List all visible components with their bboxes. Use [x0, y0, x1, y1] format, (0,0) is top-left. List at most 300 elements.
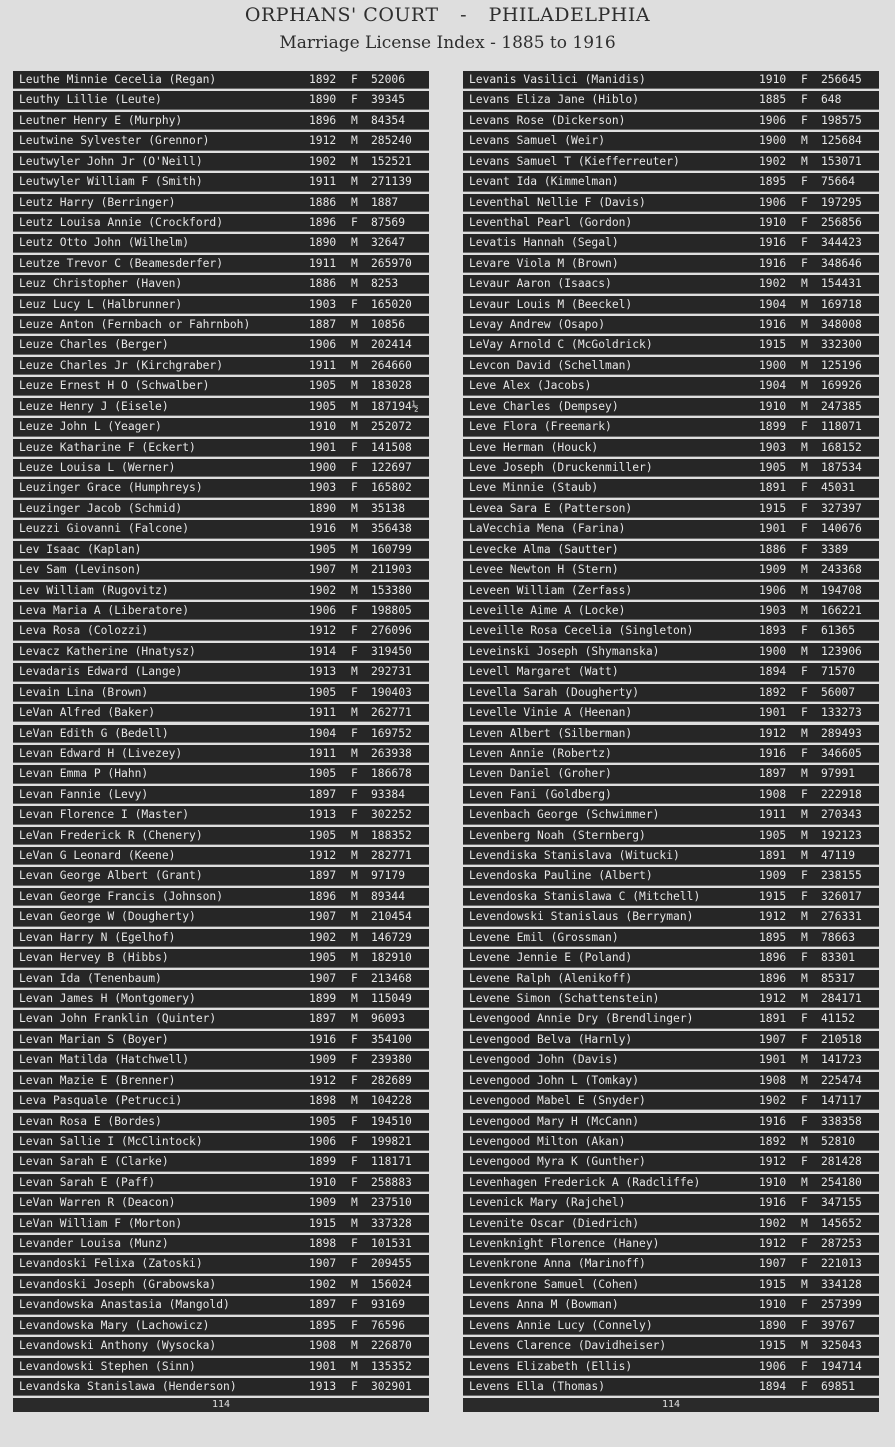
entry-license-number: 165802 — [371, 481, 412, 495]
index-entry — [13, 745, 429, 763]
index-entry — [463, 1235, 879, 1253]
index-entry — [13, 1031, 429, 1049]
entry-license-number: 238155 — [821, 869, 862, 883]
entry-year: 1892 — [309, 73, 337, 86]
entry-year: 1886 — [309, 277, 337, 291]
entry-sex: M — [801, 563, 808, 577]
entry-year: 1886 — [309, 195, 337, 209]
index-entry — [13, 336, 429, 354]
index-entry — [13, 867, 429, 885]
entry-year: 1907 — [309, 1257, 337, 1271]
entry-license-number: 276331 — [821, 910, 862, 924]
entry-year: 1907 — [309, 971, 337, 985]
entry-name: Leventhal Pearl (Gordon) — [469, 215, 633, 229]
entry-license-number: 87569 — [371, 215, 406, 229]
entry-name: Lev William (Rugovitz) — [19, 583, 169, 597]
entry-name: Leuze Henry J (Eisele) — [19, 399, 169, 413]
entry-license-number: 270343 — [821, 808, 862, 822]
entry-license-number: 52810 — [821, 1134, 856, 1148]
entry-year: 1896 — [309, 113, 337, 127]
entry-name: Levander Louisa (Munz) — [19, 1237, 169, 1251]
entry-sex: F — [801, 1032, 808, 1046]
entry-sex: F — [351, 1134, 358, 1148]
entry-license-number: 344423 — [821, 236, 862, 250]
entry-sex: F — [351, 1114, 358, 1128]
entry-sex: F — [351, 1298, 358, 1312]
entry-sex: M — [351, 849, 358, 863]
index-entry — [463, 745, 879, 763]
entry-license-number: 153071 — [821, 154, 862, 168]
entry-sex: F — [351, 1053, 358, 1067]
entry-name: Leuze Louisa L (Werner) — [19, 461, 176, 475]
index-entry — [13, 786, 429, 804]
entry-sex: M — [801, 338, 808, 352]
entry-name: Leutze Trevor C (Beamesderfer) — [19, 256, 224, 270]
entry-name: Levadaris Edward (Lange) — [19, 665, 183, 679]
entry-license-number: 356438 — [371, 522, 412, 536]
index-entry — [463, 582, 879, 600]
entry-year: 1901 — [309, 440, 337, 454]
index-entry — [13, 479, 429, 497]
page-subtitle: Marriage License Index - 1885 to 1916 — [279, 33, 616, 53]
entry-sex: F — [801, 1155, 808, 1169]
entry-sex: F — [351, 73, 358, 86]
index-entry — [463, 418, 879, 436]
entry-license-number: 348008 — [821, 318, 862, 332]
entry-sex: M — [801, 1053, 808, 1067]
entry-sex: F — [351, 971, 358, 985]
entry-year: 1890 — [309, 236, 337, 250]
entry-name: Levendowski Stanislaus (Berryman) — [469, 910, 694, 924]
entry-year: 1911 — [759, 808, 787, 822]
entry-license-number: 302901 — [371, 1380, 412, 1393]
index-entry — [13, 459, 429, 477]
index-entry — [13, 153, 429, 171]
index-entry — [13, 541, 429, 559]
entry-year: 1905 — [759, 828, 787, 842]
index-entry — [463, 725, 879, 743]
entry-license-number: 61365 — [821, 624, 856, 638]
index-entry — [463, 1092, 879, 1110]
entry-year: 1911 — [309, 175, 337, 189]
entry-license-number: 237510 — [371, 1196, 412, 1210]
entry-sex: F — [351, 808, 358, 822]
entry-license-number: 199821 — [371, 1134, 412, 1148]
entry-year: 1897 — [309, 869, 337, 883]
entry-year: 1896 — [309, 215, 337, 229]
entry-name: Levan Sallie I (McClintock) — [19, 1134, 203, 1148]
entry-name: Leuze Charles Jr (Kirchgraber) — [19, 358, 224, 372]
entry-year: 1916 — [309, 1032, 337, 1046]
entry-year: 1915 — [759, 338, 787, 352]
entry-name: Levens Clarence (Davidheiser) — [469, 1339, 667, 1353]
entry-sex: M — [801, 603, 808, 617]
index-entry — [13, 214, 429, 232]
index-entry — [463, 1133, 879, 1151]
entry-name: Leuze John L (Yeager) — [19, 420, 162, 434]
entry-license-number: 71570 — [821, 665, 856, 679]
index-entry — [13, 1174, 429, 1192]
entry-name: Levan James H (Montgomery) — [19, 991, 196, 1005]
entry-sex: M — [801, 399, 808, 413]
entry-year: 1915 — [759, 1277, 787, 1291]
entry-sex: F — [801, 420, 808, 434]
entry-sex: F — [801, 1318, 808, 1332]
index-entry — [13, 398, 429, 416]
entry-sex: F — [801, 236, 808, 250]
entry-sex: M — [801, 277, 808, 291]
entry-name: Levenknight Florence (Haney) — [469, 1237, 660, 1251]
entry-year: 1886 — [759, 542, 787, 556]
index-entry — [463, 439, 879, 457]
index-entry — [463, 1194, 879, 1212]
entry-sex: M — [801, 583, 808, 597]
entry-year: 1895 — [759, 930, 787, 944]
entry-license-number: 202414 — [371, 338, 412, 352]
entry-license-number: 194714 — [821, 1359, 862, 1373]
entry-sex: F — [351, 481, 358, 495]
entry-year: 1898 — [309, 1094, 337, 1108]
entry-name: Leva Pasquale (Petrucci) — [19, 1094, 183, 1108]
entry-sex: F — [801, 706, 808, 720]
entry-name: Levell Margaret (Watt) — [469, 665, 619, 679]
entry-sex: M — [801, 1277, 808, 1291]
entry-year: 1911 — [309, 256, 337, 270]
entry-sex: M — [351, 522, 358, 536]
index-entry — [13, 112, 429, 130]
entry-name: Levengood Annie Dry (Brendlinger) — [469, 1012, 694, 1026]
entry-name: Levaur Louis M (Beeckel) — [469, 297, 633, 311]
entry-year: 1904 — [759, 297, 787, 311]
entry-sex: F — [801, 215, 808, 229]
entry-name: Leuze Ernest H O (Schwalber) — [19, 379, 210, 393]
index-entry — [13, 1072, 429, 1090]
entry-name: Leven Daniel (Groher) — [469, 767, 612, 781]
entry-name: Levandska Stanislawa (Henderson) — [19, 1380, 237, 1393]
entry-name: Leventhal Nellie F (Davis) — [469, 195, 646, 209]
entry-sex: F — [801, 1094, 808, 1108]
index-entry — [463, 827, 879, 845]
entry-name: LaVecchia Mena (Farina) — [469, 522, 626, 536]
index-entry — [463, 684, 879, 702]
entry-license-number: 118071 — [821, 420, 862, 434]
entry-sex: M — [351, 175, 358, 189]
entry-sex: F — [351, 767, 358, 781]
entry-name: Levare Viola M (Brown) — [469, 256, 619, 270]
entry-sex: M — [351, 1012, 358, 1026]
entry-license-number: 256645 — [821, 73, 862, 86]
entry-sex: M — [801, 1216, 808, 1230]
entry-year: 1891 — [759, 849, 787, 863]
entry-name: Levan Mazie E (Brenner) — [19, 1073, 176, 1087]
index-entry — [13, 1113, 429, 1131]
entry-license-number: 243368 — [821, 563, 862, 577]
entry-name: Levatis Hannah (Segal) — [469, 236, 619, 250]
entry-name: Levan Fannie (Levy) — [19, 787, 149, 801]
entry-license-number: 118171 — [371, 1155, 412, 1169]
index-entry — [463, 1113, 879, 1131]
index-entry — [463, 132, 879, 150]
index-entry — [463, 1051, 879, 1069]
index-entry — [13, 1337, 429, 1355]
entry-name: Levandowski Anthony (Wysocka) — [19, 1339, 217, 1353]
entry-name: Lev Isaac (Kaplan) — [19, 542, 142, 556]
entry-year: 1912 — [759, 726, 787, 740]
entry-name: Levan Emma P (Hahn) — [19, 767, 149, 781]
entry-year: 1887 — [309, 318, 337, 332]
entry-name: Leuz Lucy L (Halbrunner) — [19, 297, 183, 311]
entry-license-number: 169926 — [821, 379, 862, 393]
entry-sex: F — [351, 297, 358, 311]
entry-sex: F — [351, 1032, 358, 1046]
entry-sex: M — [351, 930, 358, 944]
entry-sex: M — [351, 991, 358, 1005]
entry-year: 1905 — [309, 828, 337, 842]
entry-sex: F — [801, 501, 808, 515]
index-entry — [463, 888, 879, 906]
index-entry — [463, 1072, 879, 1090]
entry-license-number: 287253 — [821, 1237, 862, 1251]
entry-name: Leuthe Minnie Cecelia (Regan) — [19, 73, 217, 86]
entry-sex: M — [351, 1339, 358, 1353]
index-entry — [13, 1235, 429, 1253]
entry-sex: F — [351, 1073, 358, 1087]
entry-license-number: 101531 — [371, 1237, 412, 1251]
entry-sex: F — [351, 1318, 358, 1332]
entry-name: Levan Hervey B (Hibbs) — [19, 951, 169, 965]
entry-license-number: 35138 — [371, 501, 406, 515]
entry-year: 1902 — [759, 277, 787, 291]
entry-year: 1895 — [759, 175, 787, 189]
entry-sex: F — [801, 522, 808, 536]
entry-license-number: 52006 — [371, 73, 406, 86]
entry-year: 1905 — [309, 1114, 337, 1128]
entry-year: 1911 — [309, 706, 337, 720]
entry-license-number: 210518 — [821, 1032, 862, 1046]
entry-name: Leven Fani (Goldberg) — [469, 787, 612, 801]
entry-year: 1897 — [309, 787, 337, 801]
entry-year: 1901 — [309, 1359, 337, 1373]
entry-license-number: 169718 — [821, 297, 862, 311]
page-number: 114 — [13, 1398, 429, 1412]
entry-year: 1912 — [309, 624, 337, 638]
entry-sex: F — [351, 787, 358, 801]
entry-license-number: 147117 — [821, 1094, 862, 1108]
entry-year: 1905 — [309, 379, 337, 393]
index-entry — [463, 173, 879, 191]
entry-year: 1916 — [759, 746, 787, 760]
entry-sex: F — [801, 481, 808, 495]
entry-year: 1896 — [759, 951, 787, 965]
entry-year: 1894 — [759, 665, 787, 679]
entry-year: 1897 — [759, 767, 787, 781]
entry-name: Levan George W (Dougherty) — [19, 910, 196, 924]
entry-name: Levandoski Felixa (Zatoski) — [19, 1257, 203, 1271]
entry-name: Leve Joseph (Druckenmiller) — [469, 461, 653, 475]
entry-name: Levan Sarah E (Clarke) — [19, 1155, 169, 1169]
entry-sex: F — [801, 665, 808, 679]
entry-name: LeVan Frederick R (Chenery) — [19, 828, 203, 842]
entry-name: Levenite Oscar (Diedrich) — [469, 1216, 640, 1230]
index-entry — [13, 929, 429, 947]
entry-license-number: 1887 — [371, 195, 399, 209]
entry-year: 1915 — [309, 1216, 337, 1230]
entry-name: LeVan Alfred (Baker) — [19, 706, 156, 720]
entry-year: 1900 — [309, 461, 337, 475]
entry-year: 1912 — [759, 991, 787, 1005]
entry-name: Levengood John (Davis) — [469, 1053, 619, 1067]
entry-license-number: 32647 — [371, 236, 406, 250]
entry-name: Levenbach George (Schwimmer) — [469, 808, 660, 822]
entry-sex: M — [801, 930, 808, 944]
entry-name: Leve Herman (Houck) — [469, 440, 599, 454]
entry-sex: F — [801, 93, 808, 107]
entry-name: Leuzzi Giovanni (Falcone) — [19, 522, 190, 536]
entry-year: 1891 — [759, 481, 787, 495]
index-entry — [13, 418, 429, 436]
entry-name: Levan George Albert (Grant) — [19, 869, 203, 883]
entry-sex: F — [801, 1196, 808, 1210]
entry-sex: M — [801, 318, 808, 332]
entry-name: Levengood Myra K (Gunther) — [469, 1155, 646, 1169]
entry-name: Levan Florence I (Master) — [19, 808, 190, 822]
index-entry — [13, 704, 429, 722]
entry-license-number: 289493 — [821, 726, 862, 740]
entry-year: 1899 — [759, 420, 787, 434]
title-left: ORPHANS' COURT — [244, 4, 439, 26]
entry-name: Levenick Mary (Rajchel) — [469, 1196, 626, 1210]
entry-year: 1905 — [309, 399, 337, 413]
entry-year: 1914 — [309, 644, 337, 658]
index-entry — [13, 602, 429, 620]
entry-name: Leuze Katharine F (Eckert) — [19, 440, 196, 454]
index-entry — [13, 1317, 429, 1335]
entry-sex: M — [801, 154, 808, 168]
index-entry — [13, 357, 429, 375]
entry-license-number: 348646 — [821, 256, 862, 270]
entry-name: Leve Flora (Freemark) — [469, 420, 612, 434]
index-entry — [13, 296, 429, 314]
entry-year: 1901 — [759, 1053, 787, 1067]
entry-year: 1910 — [759, 399, 787, 413]
entry-sex: M — [801, 1134, 808, 1148]
entry-sex: F — [801, 787, 808, 801]
index-entry — [463, 316, 879, 334]
index-entry — [463, 1215, 879, 1233]
index-entry — [13, 234, 429, 252]
entry-year: 1890 — [309, 501, 337, 515]
entry-year: 1916 — [309, 522, 337, 536]
index-column-left — [13, 71, 429, 1412]
entry-name: Leven Albert (Silberman) — [469, 726, 633, 740]
entry-license-number: 123906 — [821, 644, 862, 658]
entry-name: Levans Samuel (Weir) — [469, 134, 606, 148]
entry-name: Levens Ella (Thomas) — [469, 1380, 606, 1393]
entry-year: 1916 — [759, 236, 787, 250]
index-entry — [13, 1092, 429, 1110]
entry-license-number: 146729 — [371, 930, 412, 944]
entry-year: 1916 — [759, 318, 787, 332]
index-entry — [463, 1031, 879, 1049]
entry-license-number: 85317 — [821, 971, 856, 985]
entry-sex: M — [801, 379, 808, 393]
entry-year: 1912 — [759, 1155, 787, 1169]
entry-license-number: 262771 — [371, 706, 412, 720]
entry-name: Levens Anna M (Bowman) — [469, 1298, 619, 1312]
entry-license-number: 41152 — [821, 1012, 856, 1026]
index-entry — [13, 561, 429, 579]
entry-license-number: 10856 — [371, 318, 406, 332]
entry-sex: F — [801, 175, 808, 189]
entry-sex: M — [351, 563, 358, 577]
entry-sex: M — [351, 706, 358, 720]
entry-name: Levan Edward H (Livezey) — [19, 746, 183, 760]
entry-license-number: 133273 — [821, 706, 862, 720]
entry-name: Leutwyler William F (Smith) — [19, 175, 203, 189]
entry-sex: F — [801, 113, 808, 127]
entry-name: Levandoski Joseph (Grabowska) — [19, 1277, 217, 1291]
entry-year: 1909 — [309, 1196, 337, 1210]
index-entry — [13, 643, 429, 661]
entry-year: 1893 — [759, 624, 787, 638]
entry-name: Levenhagen Frederick A (Radcliffe) — [469, 1175, 701, 1189]
entry-name: Levengood Belva (Harnly) — [469, 1032, 633, 1046]
entry-year: 1899 — [309, 991, 337, 1005]
entry-name: Leutner Henry E (Murphy) — [19, 113, 183, 127]
entry-year: 1897 — [309, 1298, 337, 1312]
index-entry — [463, 479, 879, 497]
entry-license-number: 258883 — [371, 1175, 412, 1189]
entry-name: Levene Jennie E (Poland) — [469, 951, 633, 965]
entry-license-number: 145652 — [821, 1216, 862, 1230]
entry-year: 1906 — [759, 195, 787, 209]
entry-sex: F — [801, 1114, 808, 1128]
entry-license-number: 256856 — [821, 215, 862, 229]
entry-license-number: 153380 — [371, 583, 412, 597]
entry-sex: M — [351, 1196, 358, 1210]
entry-license-number: 83301 — [821, 951, 856, 965]
entry-sex: M — [351, 542, 358, 556]
entry-name: Levene Emil (Grossman) — [469, 930, 619, 944]
index-entry — [463, 275, 879, 293]
entry-name: Lev Sam (Levinson) — [19, 563, 142, 577]
index-entry — [13, 949, 429, 967]
index-entry — [463, 786, 879, 804]
entry-year: 1909 — [309, 1053, 337, 1067]
entry-license-number: 76596 — [371, 1318, 406, 1332]
entry-year: 1906 — [759, 1359, 787, 1373]
entry-sex: M — [351, 318, 358, 332]
entry-year: 1908 — [309, 1339, 337, 1353]
entry-name: Levans Rose (Dickerson) — [469, 113, 626, 127]
entry-year: 1906 — [309, 603, 337, 617]
entry-license-number: 332300 — [821, 338, 862, 352]
index-entry — [463, 1358, 879, 1376]
index-entry — [463, 214, 879, 232]
entry-sex: M — [801, 1073, 808, 1087]
entry-name: Levenkrone Anna (Marinoff) — [469, 1257, 646, 1271]
index-entry — [13, 132, 429, 150]
entry-sex: M — [801, 358, 808, 372]
entry-year: 1908 — [759, 787, 787, 801]
entry-license-number: 326017 — [821, 889, 862, 903]
entry-license-number: 282771 — [371, 849, 412, 863]
entry-license-number: 213468 — [371, 971, 412, 985]
entry-license-number: 346605 — [821, 746, 862, 760]
entry-name: Leva Rosa (Colozzi) — [19, 624, 149, 638]
entry-license-number: 96093 — [371, 1012, 406, 1026]
index-entry — [463, 357, 879, 375]
